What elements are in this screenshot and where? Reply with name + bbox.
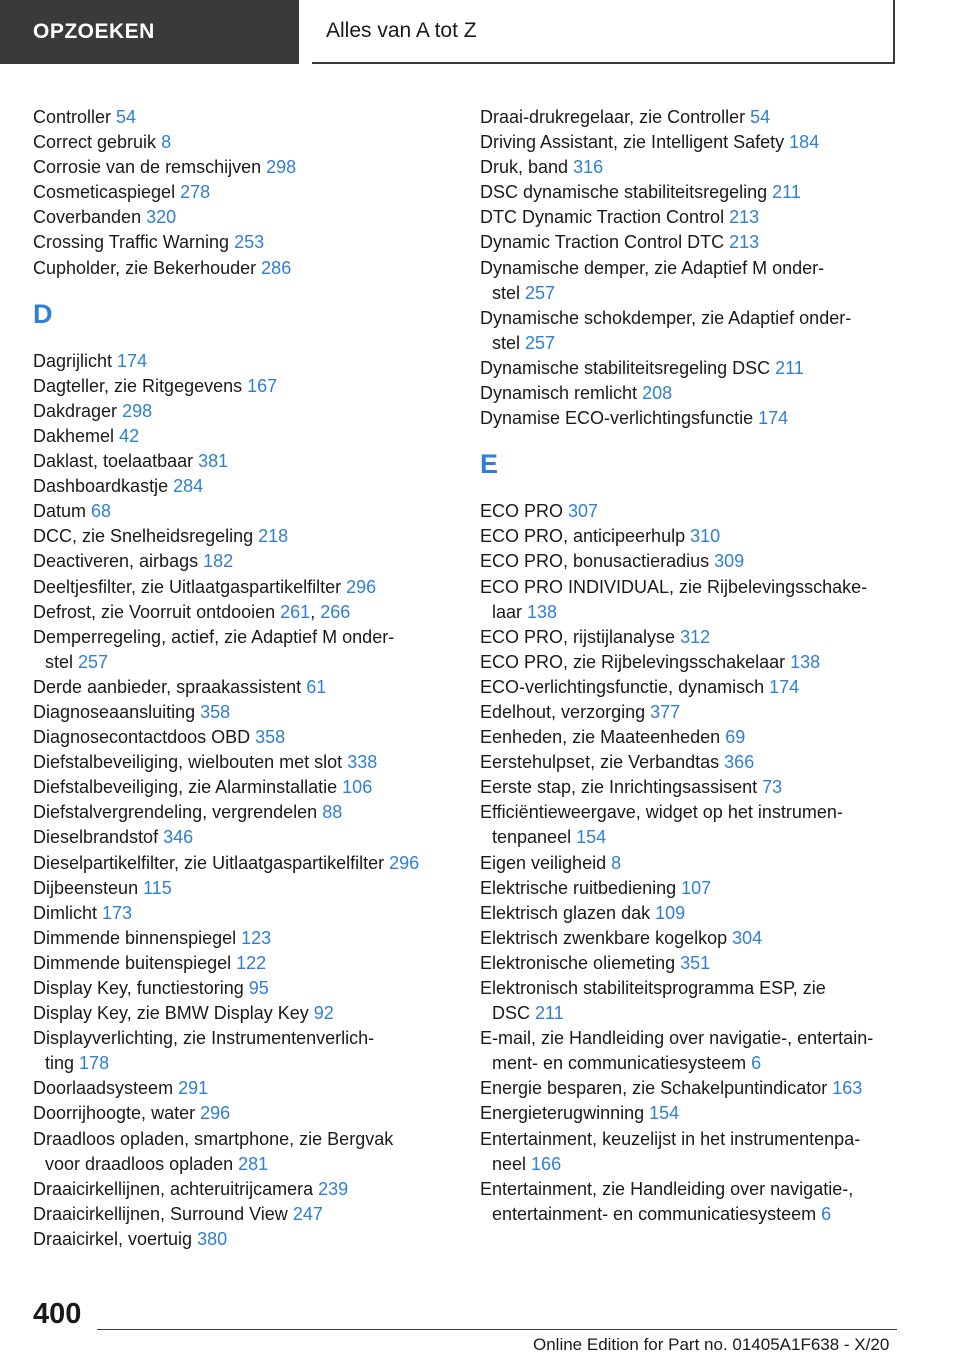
index-term: Eerste stap, zie Inrichtingsassisent	[480, 777, 758, 798]
page-link[interactable]: 92	[313, 1003, 334, 1024]
index-term: Derde aanbieder, spraakassistent	[33, 676, 302, 697]
index-entry	[480, 381, 900, 406]
index-term: DSC dynamische stabiliteitsregeling	[480, 182, 768, 203]
index-term: Dimlicht	[33, 902, 98, 923]
index-term: Eenheden, zie Maateenheden	[480, 727, 721, 748]
index-entry	[480, 976, 900, 1026]
page-link[interactable]: 54	[116, 107, 137, 127]
index-term: ECO PRO, bonusactieradius	[480, 551, 710, 572]
index-term-continued: DSC	[492, 1003, 531, 1024]
page-link[interactable]: 296	[346, 576, 377, 597]
index-entry	[480, 750, 900, 775]
index-term-continued: tenpaneel	[492, 827, 572, 848]
page-link[interactable]: 6	[821, 1203, 832, 1224]
index-term: Energieterugwinning	[480, 1103, 645, 1124]
index-term: Eigen veiligheid	[480, 852, 607, 873]
index-entry	[480, 725, 900, 750]
index-term: Dynamische stabiliteitsregeling DSC	[480, 357, 771, 378]
index-entry	[33, 105, 448, 130]
index-term: Entertainment, keuzelijst in het instrumentenpa-	[480, 1128, 861, 1149]
page-link[interactable]: 122	[236, 952, 267, 973]
index-term: ECO-verlichtingsfunctie, dynamisch	[480, 676, 765, 697]
index-term: Dimmende buitenspiegel	[33, 952, 232, 973]
index-term: Dynamic Traction Control DTC	[480, 232, 725, 253]
page-link[interactable]: 310	[690, 526, 721, 547]
index-entry	[33, 130, 448, 155]
index-column-right	[480, 105, 900, 1227]
index-entry	[480, 775, 900, 800]
page-link[interactable]: 174	[117, 350, 148, 371]
index-entry	[480, 230, 900, 255]
index-term: Dynamise ECO-verlichtingsfunctie	[480, 408, 754, 429]
index-term: Corrosie van de remschijven	[33, 157, 262, 178]
index-term: Displayverlichting, zie Instrumentenverlich-	[33, 1028, 375, 1049]
page-link[interactable]: 107	[681, 877, 712, 898]
index-term-continued: voor draadloos opladen	[45, 1153, 234, 1174]
index-term: ECO PRO INDIVIDUAL, zie Rijbelevingsschake-	[480, 576, 868, 597]
index-entry	[33, 474, 448, 499]
index-entry	[480, 306, 900, 356]
index-entry	[33, 901, 448, 926]
index-entry	[33, 926, 448, 951]
index-term: Deeltjesfilter, zie Uitlaatgaspartikelfilter	[33, 576, 342, 597]
page-link[interactable]: 218	[258, 526, 289, 547]
index-entry	[480, 625, 900, 650]
page-link[interactable]: 296	[200, 1103, 231, 1124]
index-entry	[33, 1101, 448, 1126]
page-link[interactable]: 173	[102, 902, 133, 923]
index-entry	[33, 449, 448, 474]
index-entry	[33, 256, 448, 281]
index-entry	[480, 700, 900, 725]
index-term: Daklast, toelaatbaar	[33, 451, 194, 472]
index-entry	[480, 499, 900, 524]
index-entry	[480, 549, 900, 574]
page-link[interactable]: 312	[680, 626, 711, 647]
footer-divider	[97, 1329, 897, 1330]
index-entry	[33, 700, 448, 725]
index-term-continued: entertainment- en communicatiesysteem	[492, 1203, 817, 1224]
index-term: Draaicirkellijnen, achteruitrijcamera	[33, 1178, 314, 1199]
page-link[interactable]: 166	[531, 1153, 562, 1174]
page-link[interactable]: 178	[79, 1053, 110, 1074]
index-term: Deactiveren, airbags	[33, 551, 199, 572]
index-entry	[480, 130, 900, 155]
page-link[interactable]: 68	[91, 501, 112, 522]
index-term: Dieselpartikelfilter, zie Uitlaatgaspartikelfilter	[33, 852, 385, 873]
index-term: DTC Dynamic Traction Control	[480, 207, 725, 228]
page-link[interactable]: 380	[197, 1228, 228, 1249]
index-entry	[33, 374, 448, 399]
index-entry	[33, 230, 448, 255]
index-term: ECO PRO, anticipeerhulp	[480, 526, 686, 547]
index-entry	[480, 575, 900, 625]
page-link[interactable]: 366	[724, 752, 755, 773]
page-link[interactable]: 138	[527, 601, 558, 622]
page-link[interactable]: 154	[649, 1103, 680, 1124]
page-link[interactable]: 257	[525, 282, 556, 303]
page-link[interactable]: 123	[241, 927, 272, 948]
page-link[interactable]: 42	[119, 425, 140, 446]
page-link[interactable]: 6	[751, 1053, 762, 1074]
index-entry	[33, 1202, 448, 1227]
index-entry	[33, 349, 448, 374]
index-entry	[33, 399, 448, 424]
index-letter-heading: D	[33, 298, 53, 329]
index-term: Dakhemel	[33, 425, 115, 446]
page-link[interactable]: 69	[725, 727, 746, 748]
index-term: Druk, band	[480, 157, 569, 178]
index-term: Entertainment, zie Handleiding over navigatie-,	[480, 1178, 854, 1199]
index-entry	[480, 406, 900, 431]
index-entry	[33, 675, 448, 700]
index-term: Diagnosecontactdoos OBD	[33, 727, 251, 748]
page-link[interactable]: 298	[122, 400, 153, 421]
index-entry	[33, 750, 448, 775]
index-entry	[33, 951, 448, 976]
page-link[interactable]: 109	[655, 902, 686, 923]
index-entry	[33, 499, 448, 524]
index-entry	[33, 1227, 448, 1252]
page-link[interactable]: 266	[320, 601, 351, 622]
index-entry	[33, 725, 448, 750]
section-tab	[0, 0, 299, 64]
index-term: Elektrische ruitbediening	[480, 877, 677, 898]
index-entry	[480, 650, 900, 675]
index-entry	[480, 155, 900, 180]
index-entry	[480, 356, 900, 381]
index-term: Display Key, zie BMW Display Key	[33, 1003, 309, 1024]
page-link[interactable]: 174	[769, 676, 800, 697]
page-link[interactable]: 54	[750, 107, 771, 127]
index-term: Dagteller, zie Ritgegevens	[33, 375, 243, 396]
index-term-continued: neel	[492, 1153, 527, 1174]
index-term: Dashboardkastje	[33, 476, 169, 497]
index-entry	[480, 1026, 900, 1076]
index-entry: Defrost, zie Voorruit ontdooien 261, 266	[33, 601, 351, 622]
index-column-left	[33, 105, 448, 1252]
index-term: ECO PRO, zie Rijbelevingsschakelaar	[480, 651, 786, 672]
index-term: Dynamische demper, zie Adaptief M onder-	[480, 257, 825, 278]
index-entry	[33, 524, 448, 549]
page-link[interactable]: 257	[78, 651, 109, 672]
page-link[interactable]: 296	[389, 852, 420, 873]
page-link[interactable]: 88	[322, 802, 343, 823]
section-label: OPZOEKEN	[33, 20, 155, 43]
page-link[interactable]: 278	[180, 182, 211, 203]
page-link[interactable]: 73	[762, 777, 783, 798]
index-entry	[480, 1101, 900, 1126]
index-term: Dimmende binnenspiegel	[33, 927, 237, 948]
index-term-continued: ting	[45, 1053, 75, 1074]
page-link[interactable]: 291	[178, 1078, 209, 1099]
index-term: Draai-drukregelaar, zie Controller	[480, 107, 746, 127]
index-entry	[480, 1076, 900, 1101]
index-term: Display Key, functiestoring	[33, 978, 244, 998]
index-entry	[480, 205, 900, 230]
page-link[interactable]: 261	[280, 601, 311, 622]
index-term: Draadloos opladen, smartphone, zie Bergvak	[33, 1128, 394, 1149]
index-entry	[33, 825, 448, 850]
index-entry	[33, 800, 448, 825]
index-term: Dijbeensteun	[33, 877, 139, 898]
index-term: Efficiëntieweergave, widget op het instrumen-	[480, 802, 843, 823]
index-term: Elektronische oliemeting	[480, 952, 676, 973]
index-term: ECO PRO	[480, 501, 564, 522]
index-entry	[33, 180, 448, 205]
index-letter-heading: E	[480, 449, 499, 480]
index-entry	[480, 876, 900, 901]
page-link[interactable]: 309	[714, 551, 745, 572]
index-term: Dynamische schokdemper, zie Adaptief onder-	[480, 307, 852, 328]
index-entry	[33, 1026, 448, 1076]
page-link[interactable]: 211	[772, 182, 801, 203]
page-link[interactable]: 381	[198, 451, 229, 472]
page-link[interactable]: 174	[758, 408, 789, 429]
index-entry	[33, 976, 448, 1001]
index-term: Draaicirkel, voertuig	[33, 1228, 193, 1249]
page-link[interactable]: 213	[729, 207, 760, 228]
index-term: Elektronisch stabiliteitsprogramma ESP, zie	[480, 978, 826, 998]
index-term: Correct gebruik	[33, 132, 157, 153]
index-term: Eerstehulpset, zie Verbandtas	[480, 752, 720, 773]
index-term: Edelhout, verzorging	[480, 701, 646, 722]
page-link[interactable]: 184	[789, 132, 820, 153]
page-link[interactable]: 307	[568, 501, 599, 522]
index-term: Cupholder, zie Bekerhouder	[33, 257, 257, 278]
index-entry	[480, 901, 900, 926]
index-term: Driving Assistant, zie Intelligent Safety	[480, 132, 785, 153]
page-link[interactable]: 154	[576, 827, 607, 848]
index-term: Datum	[33, 501, 87, 522]
index-term-continued: stel	[45, 651, 74, 672]
index-entry	[33, 876, 448, 901]
page-link[interactable]: 8	[161, 132, 172, 153]
index-term: Dynamisch remlicht	[480, 383, 638, 404]
index-term: Energie besparen, zie Schakelpuntindicator	[480, 1078, 828, 1099]
index-entry	[480, 851, 900, 876]
index-term: DCC, zie Snelheidsregeling	[33, 526, 254, 547]
index-entry	[33, 1177, 448, 1202]
index-entry	[480, 524, 900, 549]
footer-edition: Online Edition for Part no. 01405A1F638 - X/20	[533, 1335, 890, 1354]
index-term: Dakdrager	[33, 400, 118, 421]
page-link[interactable]: 182	[203, 551, 234, 572]
index-term: ECO PRO, rijstijlanalyse	[480, 626, 676, 647]
page-link[interactable]: 138	[790, 651, 821, 672]
index-entry	[480, 675, 900, 700]
chapter-title-tab	[312, 0, 895, 64]
page-link[interactable]: 61	[306, 676, 327, 697]
page-link[interactable]: 239	[318, 1178, 349, 1199]
index-term-continued: stel	[492, 332, 521, 353]
page-link[interactable]: 167	[247, 375, 278, 396]
index-term-continued: stel	[492, 282, 521, 303]
index-entry	[33, 625, 448, 675]
page-link[interactable]: 106	[342, 777, 373, 798]
index-entry	[33, 851, 448, 876]
index-term: Doorrijhoogte, water	[33, 1103, 196, 1124]
index-entry	[33, 1001, 448, 1026]
index-term: Elektrisch glazen dak	[480, 902, 651, 923]
page-link[interactable]: 95	[248, 978, 269, 998]
page-link[interactable]: 286	[261, 257, 292, 278]
index-entry	[33, 775, 448, 800]
page-link[interactable]: 298	[266, 157, 297, 178]
index-entry	[480, 256, 900, 306]
page-link[interactable]: 115	[143, 877, 172, 898]
index-term: Diagnoseaansluiting	[33, 701, 196, 722]
index-term: Doorlaadsysteem	[33, 1078, 174, 1099]
page-link[interactable]: 8	[611, 852, 622, 873]
index-entry	[33, 424, 448, 449]
index-entry	[33, 549, 448, 574]
index-entry	[480, 1127, 900, 1177]
index-term: E-mail, zie Handleiding over navigatie-, entertain-	[480, 1028, 874, 1049]
page-link[interactable]: 163	[832, 1078, 863, 1099]
index-entry	[33, 1076, 448, 1101]
index-entry	[33, 1127, 448, 1177]
page-link[interactable]: 211	[535, 1003, 564, 1024]
index-term: Crossing Traffic Warning	[33, 232, 230, 253]
page-link[interactable]: 247	[292, 1203, 323, 1224]
page-link[interactable]: 358	[255, 727, 286, 748]
index-term: Coverbanden	[33, 207, 142, 228]
index-entry	[480, 926, 900, 951]
index-term: Dagrijlicht	[33, 350, 113, 371]
chapter-title: Alles van A tot Z	[326, 19, 477, 42]
index-entry	[33, 205, 448, 230]
page-link[interactable]: 304	[732, 927, 763, 948]
page-link[interactable]: 257	[525, 332, 556, 353]
index-term: Draaicirkellijnen, Surround View	[33, 1203, 288, 1224]
page-link[interactable]: 284	[173, 476, 204, 497]
index-term: Cosmeticaspiegel	[33, 182, 176, 203]
page-link[interactable]: 346	[163, 827, 194, 848]
index-term: Diefstalbeveiliging, zie Alarminstallatie	[33, 777, 338, 798]
index-term: Diefstalbeveiliging, wielbouten met slot	[33, 752, 343, 773]
page-link[interactable]: 253	[234, 232, 265, 253]
index-term: Demperregeling, actief, zie Adaptief M onder-	[33, 626, 395, 647]
page-link[interactable]: 211	[775, 357, 804, 378]
index-term: Controller	[33, 107, 112, 127]
page-link[interactable]: 213	[729, 232, 760, 253]
page-number: 400	[33, 1298, 82, 1330]
page-link[interactable]: 377	[650, 701, 681, 722]
index-entry	[33, 155, 448, 180]
index-entry	[480, 800, 900, 850]
page-link[interactable]: 208	[642, 383, 673, 404]
index-term: Defrost, zie Voorruit ontdooien	[33, 601, 276, 622]
index-term: Diefstalvergrendeling, vergrendelen	[33, 802, 318, 823]
index-entry	[480, 1177, 900, 1227]
index-term-continued: laar	[492, 601, 523, 622]
index-term: Dieselbrandstof	[33, 827, 159, 848]
index-entry	[480, 951, 900, 976]
page-link[interactable]: 358	[200, 701, 231, 722]
index-term-continued: ment- en communicatiesysteem	[492, 1053, 747, 1074]
page-link[interactable]: 316	[573, 157, 604, 178]
index-term: Elektrisch zwenkbare kogelkop	[480, 927, 728, 948]
page-link[interactable]: 320	[146, 207, 177, 228]
page-link[interactable]: 281	[238, 1153, 269, 1174]
index-entry	[480, 105, 900, 130]
page-link[interactable]: 338	[347, 752, 378, 773]
index-entry	[480, 180, 900, 205]
index-entry	[33, 575, 448, 600]
page-link[interactable]: 351	[680, 952, 711, 973]
page-header	[0, 0, 960, 66]
